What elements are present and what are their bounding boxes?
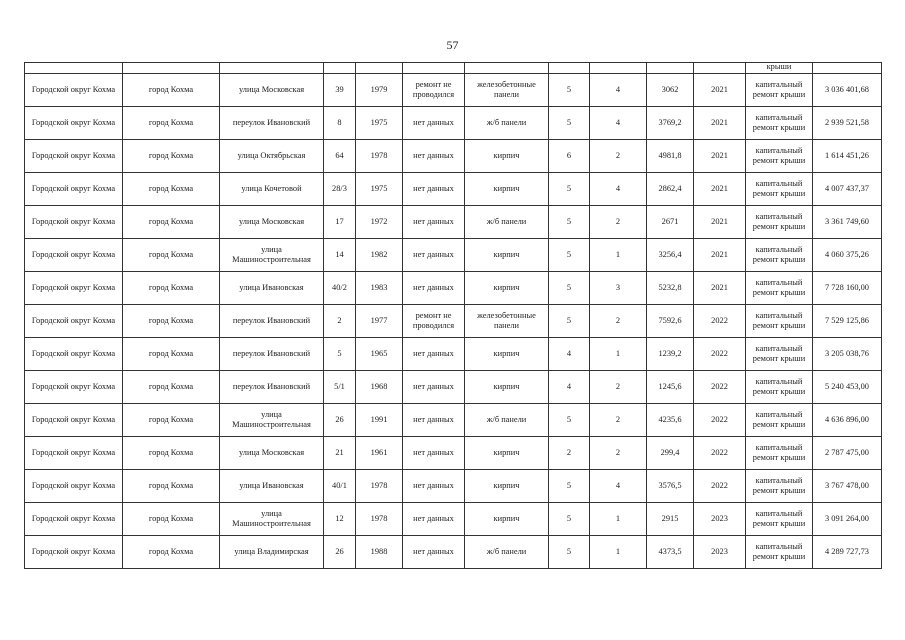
settlement-cell: город Кохма	[123, 206, 220, 239]
settlement-cell: город Кохма	[123, 173, 220, 206]
wall-material-cell: железобетонные панели	[465, 305, 549, 338]
cost-cell: 7 728 160,00	[813, 272, 882, 305]
cost-cell: 7 529 125,86	[813, 305, 882, 338]
plan-year-cell: 2021	[694, 140, 746, 173]
municipality-cell: Городской округ Кохма	[25, 305, 123, 338]
housing-repair-table	[24, 62, 882, 569]
house-number-cell: 12	[324, 503, 356, 536]
work-type-cell: капитальный ремонт крыши	[746, 470, 813, 503]
settlement-cell: город Кохма	[123, 470, 220, 503]
last-repair-cell: нет данных	[403, 503, 465, 536]
floors-cell: 2	[549, 437, 590, 470]
wall-material-cell: ж/б панели	[465, 206, 549, 239]
continuation-text: крыши	[746, 63, 813, 74]
build-year-cell: 1972	[356, 206, 403, 239]
table-row	[25, 338, 882, 371]
build-year-cell: 1983	[356, 272, 403, 305]
street-cell: улица Машиностроительная	[220, 503, 324, 536]
floors-cell: 5	[549, 470, 590, 503]
area-cell: 4981,8	[647, 140, 694, 173]
table-cell	[813, 63, 882, 74]
table-cell	[590, 63, 647, 74]
street-cell: улица Кочетовой	[220, 173, 324, 206]
plan-year-cell: 2021	[694, 206, 746, 239]
street-cell: улица Владимирская	[220, 536, 324, 569]
build-year-cell: 1961	[356, 437, 403, 470]
area-cell: 7592,6	[647, 305, 694, 338]
last-repair-cell: нет данных	[403, 140, 465, 173]
entrances-cell: 1	[590, 503, 647, 536]
build-year-cell: 1982	[356, 239, 403, 272]
municipality-cell: Городской округ Кохма	[25, 338, 123, 371]
settlement-cell: город Кохма	[123, 404, 220, 437]
plan-year-cell: 2022	[694, 305, 746, 338]
street-cell: улица Московская	[220, 74, 324, 107]
last-repair-cell: нет данных	[403, 470, 465, 503]
table-cell	[324, 63, 356, 74]
floors-cell: 4	[549, 371, 590, 404]
house-number-cell: 64	[324, 140, 356, 173]
house-number-cell: 26	[324, 404, 356, 437]
wall-material-cell: кирпич	[465, 437, 549, 470]
area-cell: 299,4	[647, 437, 694, 470]
table-row	[25, 107, 882, 140]
settlement-cell: город Кохма	[123, 272, 220, 305]
table-cell	[465, 63, 549, 74]
build-year-cell: 1975	[356, 173, 403, 206]
street-cell: улица Октябрьская	[220, 140, 324, 173]
table-row	[25, 305, 882, 338]
table-row	[25, 371, 882, 404]
entrances-cell: 2	[590, 140, 647, 173]
wall-material-cell: кирпич	[465, 173, 549, 206]
wall-material-cell: ж/б панели	[465, 404, 549, 437]
work-type-cell: капитальный ремонт крыши	[746, 239, 813, 272]
build-year-cell: 1975	[356, 107, 403, 140]
wall-material-cell: ж/б панели	[465, 107, 549, 140]
last-repair-cell: нет данных	[403, 404, 465, 437]
municipality-cell: Городской округ Кохма	[25, 470, 123, 503]
street-cell: улица Машиностроительная	[220, 404, 324, 437]
house-number-cell: 28/3	[324, 173, 356, 206]
settlement-cell: город Кохма	[123, 107, 220, 140]
floors-cell: 5	[549, 536, 590, 569]
work-type-cell: капитальный ремонт крыши	[746, 107, 813, 140]
street-cell: улица Ивановская	[220, 272, 324, 305]
floors-cell: 5	[549, 503, 590, 536]
build-year-cell: 1988	[356, 536, 403, 569]
plan-year-cell: 2022	[694, 338, 746, 371]
municipality-cell: Городской округ Кохма	[25, 107, 123, 140]
cost-cell: 3 205 038,76	[813, 338, 882, 371]
cost-cell: 3 091 264,00	[813, 503, 882, 536]
work-type-cell: капитальный ремонт крыши	[746, 338, 813, 371]
municipality-cell: Городской округ Кохма	[25, 272, 123, 305]
settlement-cell: город Кохма	[123, 239, 220, 272]
last-repair-cell: нет данных	[403, 437, 465, 470]
area-cell: 1245,6	[647, 371, 694, 404]
entrances-cell: 1	[590, 536, 647, 569]
entrances-cell: 2	[590, 305, 647, 338]
municipality-cell: Городской округ Кохма	[25, 239, 123, 272]
work-type-cell: капитальный ремонт крыши	[746, 74, 813, 107]
table-row	[25, 206, 882, 239]
cost-cell: 3 036 401,68	[813, 74, 882, 107]
entrances-cell: 4	[590, 173, 647, 206]
plan-year-cell: 2023	[694, 503, 746, 536]
area-cell: 1239,2	[647, 338, 694, 371]
settlement-cell: город Кохма	[123, 140, 220, 173]
floors-cell: 5	[549, 107, 590, 140]
house-number-cell: 40/1	[324, 470, 356, 503]
wall-material-cell: кирпич	[465, 140, 549, 173]
build-year-cell: 1978	[356, 140, 403, 173]
area-cell: 3769,2	[647, 107, 694, 140]
table-cell	[356, 63, 403, 74]
municipality-cell: Городской округ Кохма	[25, 173, 123, 206]
floors-cell: 5	[549, 173, 590, 206]
table-row	[25, 437, 882, 470]
cost-cell: 4 289 727,73	[813, 536, 882, 569]
entrances-cell: 2	[590, 404, 647, 437]
floors-cell: 5	[549, 272, 590, 305]
floors-cell: 5	[549, 74, 590, 107]
house-number-cell: 5	[324, 338, 356, 371]
last-repair-cell: нет данных	[403, 536, 465, 569]
cost-cell: 3 767 478,00	[813, 470, 882, 503]
table-row	[25, 470, 882, 503]
table-cell	[403, 63, 465, 74]
wall-material-cell: кирпич	[465, 239, 549, 272]
wall-material-cell: кирпич	[465, 503, 549, 536]
street-cell: улица Машиностроительная	[220, 239, 324, 272]
cost-cell: 4 636 896,00	[813, 404, 882, 437]
build-year-cell: 1991	[356, 404, 403, 437]
entrances-cell: 2	[590, 437, 647, 470]
cost-cell: 2 787 475,00	[813, 437, 882, 470]
floors-cell: 4	[549, 338, 590, 371]
entrances-cell: 3	[590, 272, 647, 305]
area-cell: 4373,5	[647, 536, 694, 569]
table-row	[25, 404, 882, 437]
house-number-cell: 26	[324, 536, 356, 569]
work-type-cell: капитальный ремонт крыши	[746, 404, 813, 437]
plan-year-cell: 2022	[694, 371, 746, 404]
street-cell: переулок Ивановский	[220, 371, 324, 404]
table-cell	[549, 63, 590, 74]
area-cell: 3062	[647, 74, 694, 107]
entrances-cell: 2	[590, 206, 647, 239]
cost-cell: 4 060 375,26	[813, 239, 882, 272]
work-type-cell: капитальный ремонт крыши	[746, 371, 813, 404]
settlement-cell: город Кохма	[123, 437, 220, 470]
plan-year-cell: 2021	[694, 239, 746, 272]
build-year-cell: 1965	[356, 338, 403, 371]
municipality-cell: Городской округ Кохма	[25, 437, 123, 470]
entrances-cell: 1	[590, 239, 647, 272]
street-cell: переулок Ивановский	[220, 305, 324, 338]
area-cell: 5232,8	[647, 272, 694, 305]
work-type-cell: капитальный ремонт крыши	[746, 272, 813, 305]
cost-cell: 1 614 451,26	[813, 140, 882, 173]
table-row	[25, 503, 882, 536]
wall-material-cell: кирпич	[465, 338, 549, 371]
entrances-cell: 4	[590, 107, 647, 140]
entrances-cell: 4	[590, 74, 647, 107]
house-number-cell: 2	[324, 305, 356, 338]
last-repair-cell: нет данных	[403, 239, 465, 272]
floors-cell: 5	[549, 305, 590, 338]
table-row	[25, 239, 882, 272]
work-type-cell: капитальный ремонт крыши	[746, 140, 813, 173]
last-repair-cell: ремонт не проводился	[403, 74, 465, 107]
work-type-cell: капитальный ремонт крыши	[746, 536, 813, 569]
build-year-cell: 1978	[356, 503, 403, 536]
table-row	[25, 173, 882, 206]
build-year-cell: 1978	[356, 470, 403, 503]
wall-material-cell: кирпич	[465, 371, 549, 404]
continuation-row	[25, 63, 882, 74]
municipality-cell: Городской округ Кохма	[25, 404, 123, 437]
house-number-cell: 8	[324, 107, 356, 140]
last-repair-cell: нет данных	[403, 206, 465, 239]
cost-cell: 5 240 453,00	[813, 371, 882, 404]
house-number-cell: 5/1	[324, 371, 356, 404]
floors-cell: 6	[549, 140, 590, 173]
table-row	[25, 272, 882, 305]
table-cell	[647, 63, 694, 74]
work-type-cell: капитальный ремонт крыши	[746, 206, 813, 239]
municipality-cell: Городской округ Кохма	[25, 74, 123, 107]
house-number-cell: 17	[324, 206, 356, 239]
table-cell	[123, 63, 220, 74]
wall-material-cell: железобетонные панели	[465, 74, 549, 107]
settlement-cell: город Кохма	[123, 305, 220, 338]
last-repair-cell: нет данных	[403, 272, 465, 305]
plan-year-cell: 2023	[694, 536, 746, 569]
build-year-cell: 1979	[356, 74, 403, 107]
work-type-cell: капитальный ремонт крыши	[746, 437, 813, 470]
table-cell	[25, 63, 123, 74]
build-year-cell: 1968	[356, 371, 403, 404]
entrances-cell: 4	[590, 470, 647, 503]
entrances-cell: 1	[590, 338, 647, 371]
plan-year-cell: 2021	[694, 107, 746, 140]
floors-cell: 5	[549, 206, 590, 239]
table-cell	[694, 63, 746, 74]
last-repair-cell: ремонт не проводился	[403, 305, 465, 338]
house-number-cell: 21	[324, 437, 356, 470]
area-cell: 3576,5	[647, 470, 694, 503]
work-type-cell: капитальный ремонт крыши	[746, 503, 813, 536]
last-repair-cell: нет данных	[403, 371, 465, 404]
table-row	[25, 74, 882, 107]
plan-year-cell: 2022	[694, 470, 746, 503]
table-row	[25, 536, 882, 569]
municipality-cell: Городской округ Кохма	[25, 206, 123, 239]
settlement-cell: город Кохма	[123, 536, 220, 569]
house-number-cell: 14	[324, 239, 356, 272]
settlement-cell: город Кохма	[123, 74, 220, 107]
street-cell: улица Московская	[220, 206, 324, 239]
cost-cell: 2 939 521,58	[813, 107, 882, 140]
municipality-cell: Городской округ Кохма	[25, 371, 123, 404]
plan-year-cell: 2022	[694, 404, 746, 437]
municipality-cell: Городской округ Кохма	[25, 536, 123, 569]
last-repair-cell: нет данных	[403, 338, 465, 371]
last-repair-cell: нет данных	[403, 173, 465, 206]
house-number-cell: 39	[324, 74, 356, 107]
municipality-cell: Городской округ Кохма	[25, 503, 123, 536]
plan-year-cell: 2021	[694, 272, 746, 305]
area-cell: 2915	[647, 503, 694, 536]
plan-year-cell: 2021	[694, 74, 746, 107]
settlement-cell: город Кохма	[123, 338, 220, 371]
area-cell: 2862,4	[647, 173, 694, 206]
house-number-cell: 40/2	[324, 272, 356, 305]
table-row	[25, 140, 882, 173]
wall-material-cell: кирпич	[465, 470, 549, 503]
area-cell: 4235,6	[647, 404, 694, 437]
plan-year-cell: 2022	[694, 437, 746, 470]
table-cell	[220, 63, 324, 74]
build-year-cell: 1977	[356, 305, 403, 338]
cost-cell: 4 007 437,37	[813, 173, 882, 206]
floors-cell: 5	[549, 404, 590, 437]
wall-material-cell: кирпич	[465, 272, 549, 305]
street-cell: переулок Ивановский	[220, 107, 324, 140]
street-cell: улица Ивановская	[220, 470, 324, 503]
area-cell: 3256,4	[647, 239, 694, 272]
floors-cell: 5	[549, 239, 590, 272]
area-cell: 2671	[647, 206, 694, 239]
settlement-cell: город Кохма	[123, 503, 220, 536]
work-type-cell: капитальный ремонт крыши	[746, 305, 813, 338]
wall-material-cell: ж/б панели	[465, 536, 549, 569]
settlement-cell: город Кохма	[123, 371, 220, 404]
entrances-cell: 2	[590, 371, 647, 404]
cost-cell: 3 361 749,60	[813, 206, 882, 239]
page-number: 57	[446, 38, 459, 52]
plan-year-cell: 2021	[694, 173, 746, 206]
last-repair-cell: нет данных	[403, 107, 465, 140]
street-cell: переулок Ивановский	[220, 338, 324, 371]
municipality-cell: Городской округ Кохма	[25, 140, 123, 173]
work-type-cell: капитальный ремонт крыши	[746, 173, 813, 206]
street-cell: улица Московская	[220, 437, 324, 470]
